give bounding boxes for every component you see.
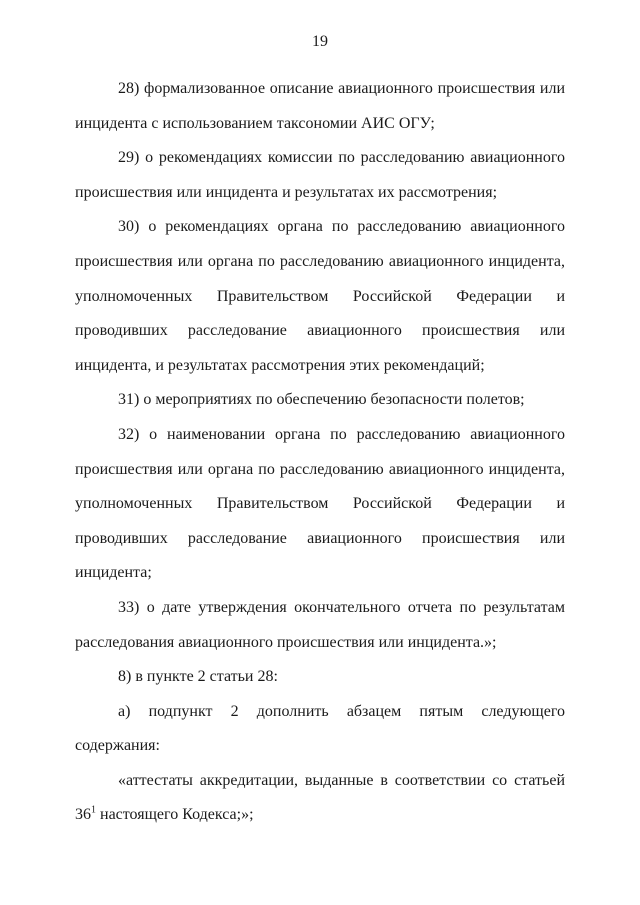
page-number: 19 [312,33,328,50]
article-superscript: 1 [91,805,96,817]
paragraph-33: 33) о дате утверждения окончательного отчета по результатам расследования авиационного происшествия или инцидента.»; [75,598,565,651]
paragraph-29: 29) о рекомендациях комиссии по расследованию авиационного происшествия или инцидента и результатах их рассмотрения; [75,149,565,201]
paragraph-32: 32) о наименовании органа по расследованию авиационного происшествия или органа по расследованию авиационного инцидента, уполномоченных Правительством Российской Федерации и проводивших расследование авиационного происшествия или инцидента; [75,425,565,582]
paragraph-30: 30) о рекомендациях органа по расследованию авиационного происшествия или органа по расследованию авиационного инцидента, уполномоченных Правительством Российской Федерации и проводивших расследование авиационного происшествия или инцидента, и результатах рассмотрения этих рекомендаций; [75,218,565,374]
amendment-text-start: «аттестаты аккредитации, выданные в соответствии со статьей 36 [75,771,565,824]
paragraph-31: 31) о мероприятиях по обеспечению безопасности полетов; [118,391,525,409]
document-body [75,72,565,833]
paragraph-item-8: 8) в пункте 2 статьи 28: [118,668,278,686]
amendment-text-end: настоящего Кодекса;»; [96,806,254,824]
paragraph-28: 28) формализованное описание авиационного происшествия или инцидента с использованием таксономии АИС ОГУ; [75,80,565,132]
paragraph-subitem-a: а) подпункт 2 дополнить абзацем пятым следующего содержания: [75,702,565,755]
paragraph-quoted-amendment [75,764,565,833]
